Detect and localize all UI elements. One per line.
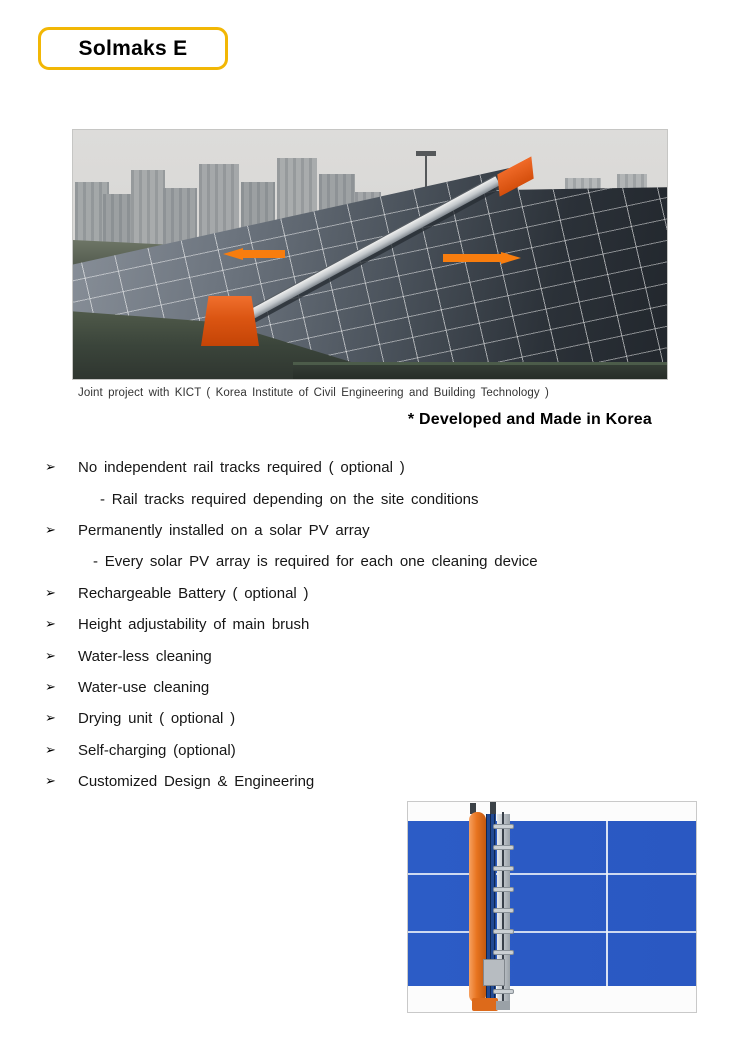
feature-item	[45, 766, 685, 797]
feature-item	[45, 672, 685, 703]
feature-item	[45, 703, 685, 734]
robot-bottom-bracket	[496, 1001, 510, 1010]
arrow-bullet-icon: ➢	[45, 711, 56, 727]
feature-label: Water-less cleaning	[78, 647, 212, 665]
rail-bracket	[493, 908, 514, 913]
left-direction-arrow-icon	[223, 248, 285, 260]
rail-bracket	[493, 824, 514, 829]
feature-label: Customized Design & Engineering	[78, 773, 315, 791]
rail-bracket	[493, 950, 514, 955]
feature-item	[45, 735, 685, 766]
robot-drive-unit	[201, 296, 259, 346]
arrow-bar	[443, 254, 503, 262]
rail-bracket	[493, 989, 514, 994]
arrow-bullet-icon: ➢	[45, 742, 56, 758]
feature-label: No independent rail tracks required ( optional )	[78, 459, 405, 477]
panel-grid-line	[606, 821, 608, 986]
arrow-bullet-icon: ➢	[45, 774, 56, 790]
cleaning-robot-top-view	[466, 802, 520, 1013]
arrow-bullet-icon: ➢	[45, 522, 56, 538]
arrow-bullet-icon: ➢	[45, 585, 56, 601]
robot-render-image	[407, 801, 697, 1013]
robot-drive-box	[483, 959, 505, 986]
feature-label: Self-charging (optional)	[78, 741, 236, 759]
feature-item	[45, 609, 685, 640]
title-box	[38, 27, 228, 70]
arrow-bullet-icon: ➢	[45, 617, 56, 633]
feature-sub-label: - Rail tracks required depending on the site conditions	[100, 490, 479, 508]
panel-grid-line	[408, 931, 696, 933]
arrow-bullet-icon: ➢	[45, 460, 56, 476]
feature-sub-label: - Every solar PV array is required for each one cleaning device	[93, 553, 538, 571]
feature-label: Rechargeable Battery ( optional )	[78, 584, 309, 602]
feature-item	[45, 515, 685, 546]
ground-strip	[293, 362, 667, 379]
feature-label: Drying unit ( optional )	[78, 710, 236, 728]
feature-subitem	[45, 483, 685, 514]
feature-label: Height adjustability of main brush	[78, 616, 310, 634]
feature-label: Permanently installed on a solar PV array	[78, 521, 370, 539]
feature-item	[45, 452, 685, 483]
rail-bracket	[493, 845, 514, 850]
robot-bottom-motor	[472, 998, 498, 1011]
arrow-head	[501, 252, 521, 264]
page-title: Solmaks E	[78, 36, 188, 60]
pv-panel-top-view	[408, 821, 696, 986]
rail-bracket	[493, 866, 514, 871]
feature-list	[45, 452, 685, 797]
rail-bracket	[493, 929, 514, 934]
arrow-head	[223, 248, 243, 260]
arrow-bullet-icon: ➢	[45, 648, 56, 664]
feature-subitem	[45, 546, 685, 577]
rail-bracket	[493, 887, 514, 892]
arrow-bullet-icon: ➢	[45, 679, 56, 695]
feature-item	[45, 578, 685, 609]
feature-label: Water-use cleaning	[78, 678, 210, 696]
feature-item	[45, 640, 685, 671]
floodlight-head	[416, 151, 436, 156]
solar-array-photo	[72, 129, 668, 380]
arrow-bar	[241, 250, 285, 258]
panel-grid-line	[408, 873, 696, 875]
made-in-korea-note: * Developed and Made in Korea	[407, 411, 652, 428]
right-direction-arrow-icon	[443, 252, 521, 264]
photo-caption: Joint project with KICT ( Korea Institute of Civil Engineering and Building Technology )	[78, 387, 549, 399]
